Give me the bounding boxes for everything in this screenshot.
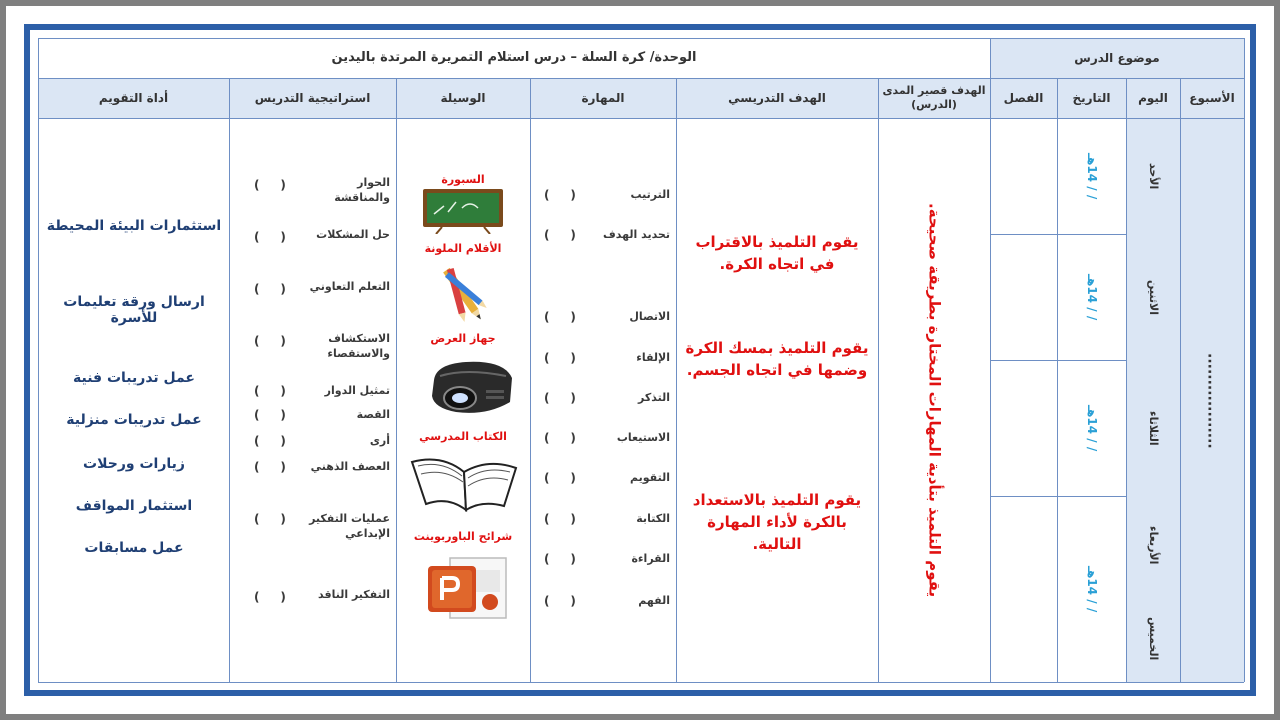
date-tuesday: / / 14هـ [1085,405,1099,452]
col-header-day: اليوم [1138,90,1168,105]
strategy-item: الحوار والمناقشة [334,176,390,204]
skill-checkbox: ( ) [544,552,576,566]
colored-pencils-icon [430,260,500,330]
skill-item: التذكر [638,391,670,404]
skill-item: التقويم [630,471,670,484]
chalkboard-icon [422,188,504,234]
strategy-item: تمثيل الدوار [324,384,390,397]
col-header-objective: الهدف التدريسي [728,90,826,105]
day-thursday: الخميس [1147,616,1160,661]
grid-line [530,78,531,682]
day-sunday: الأحد [1147,163,1160,190]
strategy-item: حل المشكلات [316,228,390,241]
col-header-tool: الوسيلة [440,90,486,105]
strategy-item: عمليات التفكير الإبداعي [309,512,390,540]
grid-line [396,78,397,682]
week-value: .................. [1204,352,1221,449]
skill-checkbox: ( ) [544,391,576,405]
col-header-class: الفصل [1003,90,1044,105]
assessment-item: استثمارات البيئة المحيطة [46,218,222,234]
strategy-checkbox: ( ) [254,230,286,244]
strategy-checkbox: ( ) [254,590,286,604]
unit-title: الوحدة/ كرة السلة – درس استلام التمريرة المرتدة باليدين [331,49,697,65]
col-header-strategy: استراتيجية التدريس [254,90,371,105]
objective-1: يقوم التلميذ بالاقتراب في اتجاه الكرة. [695,233,859,273]
date-wednesday: / / 14هـ [1085,566,1099,613]
col-header-skill: المهارة [581,90,625,105]
date-sunday: / / 14هـ [1085,153,1099,200]
strategy-checkbox: ( ) [254,408,286,422]
tool-label-powerpoint: شرائح الباوربوينت [413,530,513,543]
projector-icon [426,350,518,420]
strategy-checkbox: ( ) [254,384,286,398]
strategy-checkbox: ( ) [254,282,286,296]
grid-line [38,38,39,682]
skill-item: الاتصال [629,310,670,323]
lesson-plan-table [30,30,1250,690]
assessment-item: عمل تدريبات منزلية [66,412,202,428]
assessment-item: عمل مسابقات [84,540,184,556]
assessment-item: عمل تدريبات فنية [73,370,195,386]
skill-item: الاستيعاب [616,431,670,444]
skill-checkbox: ( ) [544,351,576,365]
col-header-long-goal: الهدف قصير المدى (الدرس) [882,84,986,111]
skill-item: الكتابة [636,512,670,525]
strategy-item: أرى [369,434,390,447]
skill-checkbox: ( ) [544,310,576,324]
col-header-assessment: أداة التقويم [98,90,169,105]
skill-item: الفهم [638,594,670,607]
strategy-checkbox: ( ) [254,512,286,526]
strategy-checkbox: ( ) [254,178,286,192]
skill-item: القراءة [631,552,670,565]
grid-line [38,38,1244,39]
strategy-item: العصف الذهني [310,460,390,473]
skill-checkbox: ( ) [544,594,576,608]
tool-label-projector: جهاز العرض [430,332,496,345]
strategy-checkbox: ( ) [254,460,286,474]
grid-line [676,78,677,682]
assessment-item: زيارات ورحلات [83,456,185,472]
strategy-checkbox: ( ) [254,334,286,348]
objective-3: يقوم التلميذ بالاستعداد بالكرة لأداء المهارة التالية. [692,491,862,553]
strategy-item: التفكير الناقد [318,588,390,601]
col-header-week: الأسبوع [1189,90,1235,105]
skill-checkbox: ( ) [544,188,576,202]
lesson-topic-label: موضوع الدرس [1074,50,1160,65]
grid-line [990,38,991,682]
strategy-item: الاستكشاف والاستقصاء [327,332,390,360]
assessment-item: ارسال ورقة تعليمات للأسرة [63,294,205,326]
day-tuesday: الثلاثاء [1147,411,1160,446]
skill-checkbox: ( ) [544,471,576,485]
date-monday: / / 14هـ [1085,274,1099,321]
grid-line [38,682,1244,683]
grid-line [38,78,1244,79]
col-header-date: التاريخ [1072,90,1111,105]
tool-label-pencils: الأقلام الملونة [424,242,502,255]
open-book-icon [408,450,520,516]
tool-label-board: السبورة [441,173,485,186]
grid-line [229,78,230,682]
skill-checkbox: ( ) [544,228,576,242]
powerpoint-icon [424,552,510,624]
long-goal-text: يقوم التلميذ بتأدية المهارات المختارة بطريقة صحيحة. [925,203,944,598]
day-monday: الاثنين [1147,280,1160,315]
skill-checkbox: ( ) [544,431,576,445]
strategy-checkbox: ( ) [254,434,286,448]
skill-checkbox: ( ) [544,512,576,526]
strategy-item: التعلم التعاوني [309,280,390,293]
objective-2: يقوم التلميذ بمسك الكرة وضمها في اتجاه الجسم. [685,339,869,379]
skill-item: الترتيب [630,188,670,201]
skill-item: تحديد الهدف [602,228,670,241]
strategy-item: القصة [356,408,390,421]
grid-line [1244,38,1245,682]
tool-label-textbook: الكتاب المدرسي [419,430,507,443]
skill-item: الإلقاء [636,351,670,364]
assessment-item: استثمار المواقف [75,498,193,514]
day-wednesday: الأربعاء [1147,526,1160,565]
